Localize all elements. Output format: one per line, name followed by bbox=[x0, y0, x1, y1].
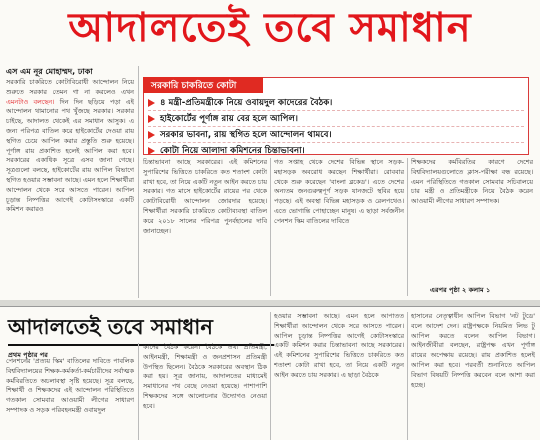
bullet-arrow-icon bbox=[148, 131, 155, 139]
continuation-column-1: পেনশনের 'প্রত্যয় স্কিম' বাতিলের দাবিতে পাবলিক বিশ্ববিদ্যালয়ের শিক্ষক-কর্মকর্তা-কর্মচারীদের সর্বাত্মক কর্মবিরতিতে অচলাবস্থা সৃষ্টি হয়েছে। সূত্র বলছে, শিক্ষার্থী ও শিক্ষকদের এই আন্দোলন পরিস্থিতিতে গতকাল সোমবার আওয়ামী লীগের সাধারণ সম্পাদক ও সড়ক পরিবহনমন্ত্রী ওবায়দুল bbox=[6, 357, 134, 414]
byline: এস এম নূর মোহাম্মদ, ঢাকা bbox=[6, 67, 93, 76]
quota-box-item-text: সরকার ভাবনা, রায় স্থগিত হলে আন্দোলন থামবে। bbox=[160, 130, 332, 140]
column-divider bbox=[270, 312, 271, 440]
column-divider bbox=[407, 158, 408, 296]
bullet-arrow-icon bbox=[148, 147, 155, 155]
lead-text-b: দিন দিন ছড়িয়ে পড়া এই আন্দোলন থামানোর পথ খুঁজছে সরকার। সরকার চাইছে, আদালত থেকেই এর সমাধান আসুক। এ জন্য পরিপত্র বাতিল করে হাইকোর্টের দেওয়া রায় স্থগিত চেয়ে আপিল করার প্রস্তুতি শুরু হয়েছে। পূর্ণাঙ্গ রায় প্রকাশিত হলেই আপিল করা হবে। সরকারের একাধিক সূত্রে এসব জানা গেছে। সূত্রগুলো বলছে, হাইকোর্টের রায় আপিল বিভাগে স্থগিত হওয়ার সম্ভাবনা আছে। এমন হলে শিক্ষার্থীরা আন্দোলন থেকে সরে আসতে পারেন। আপিল চূড়ান্ত নিষ্পত্তির আগেই কোটাসংস্কারে একটি কমিশন করারও bbox=[6, 97, 134, 214]
quota-box-item bbox=[148, 144, 524, 158]
quota-box-item bbox=[148, 128, 524, 143]
continuation-column-2: কাদের বৈঠক করেন। বৈঠকে তথ্য প্রতিমন্ত্রী, আইনমন্ত্রী, শিক্ষামন্ত্রী ও জনপ্রশাসন প্রতিমন্ত্রী উপস্থিত ছিলেন। বৈঠকে সরকারের অবস্থান ঠিক করা হয়। সূত্র জানায়, আদালতের মাধ্যমেই সমাধানের পথ বেছে নেওয়া হয়েছে। পাশাপাশি শিক্ষকদের সঙ্গে আলোচনার উদ্যোগও নেওয়া হবে। bbox=[143, 343, 267, 410]
quota-box-item bbox=[148, 96, 524, 111]
bullet-arrow-icon bbox=[148, 99, 155, 107]
article-column-4: শিক্ষকদের কর্মবিরতির কারণে দেশের বিশ্ববিদ্যালয়গুলোতে ক্লাস-পরীক্ষা বন্ধ রয়েছে। এমন পরিস্থিতিতে গতকাল সোমবার সচিবালয়ে চার মন্ত্রী ও প্রতিমন্ত্রীকে নিয়ে বৈঠক করেন আওয়ামী লীগের সাধারণ সম্পাদক। bbox=[411, 158, 533, 206]
quota-box-items bbox=[148, 96, 524, 159]
article-column-2: চিন্তাভাবনা আছে সরকারের। এই কমিশনের সুপারিশের ভিত্তিতে চাকরিতে কত শতাংশ কোটা রাখা হবে, তা নিয়ে একটি নতুন আইন করতে চায় সরকার। গত মাসে হাইকোর্টের রায়ের পর থেকে কোটাবিরোধী আন্দোলন জোরদার হয়েছে। শিক্ষার্থীরা সরকারি চাকরিতে কোটাব্যবস্থা বাতিল করে ২০১৮ সালের পরিপত্র পুনর্বহালের দাবি জানাচ্ছেন। bbox=[143, 158, 267, 235]
continuation-column-3: হওয়ার সম্ভাবনা আছে। এমন হলে আপাতত শিক্ষার্থীরা আন্দোলন থেকে সরে আসতে পারেন। আপিল চূড়ান্ত নিষ্পত্তির আগেই কোটাসংস্কারে একটি কমিশন করার চিন্তাভাবনা আছে সরকারের। এই কমিশনের সুপারিশের ভিত্তিতে চাকরিতে কত শতাংশ কোটা রাখা হবে, তা নিয়ে একটি নতুন আইন করতে চায় সরকার। এ ছাড়া বৈঠকে bbox=[274, 312, 404, 379]
column-divider bbox=[407, 312, 408, 440]
page-fold-rule bbox=[0, 306, 540, 307]
bullet-arrow-icon bbox=[148, 115, 155, 123]
lead-text-highlight: এমনটাও বলছেন। bbox=[6, 97, 55, 106]
main-headline: আদালতেই তবে সমাধান bbox=[68, 4, 472, 51]
continuation-label: প্রথম পৃষ্ঠার পর bbox=[8, 351, 48, 359]
quota-box-title: সরকারি চাকরিতে কোটা bbox=[143, 77, 263, 93]
article-column-3: গত সপ্তাহ থেকে দেশের বিভিন্ন স্থানে সড়ক-মহাসড়ক অবরোধ করছেন শিক্ষার্থীরা। রোববার থেকে শুরু করেছেন 'বাংলা ব্লকেড'। এতে দেশের অন্যতম জনগুরুত্বপূর্ণ সড়ক যানজটে স্থবির হয়ে পড়ছে। এই অবস্থা বিভিন্ন মহাসড়ক ও রেলপথেও। এতে ভোগান্তি পোহাচ্ছেন মানুষ। এ ছাড়া সর্বজনীন পেনশন স্কিম বাতিলের দাবিতে bbox=[274, 158, 404, 225]
continuation-column-4: হাসানের নেতৃত্বাধীন আপিল বিভাগ 'নট টুডে' বলে আদেশ দেন। রাষ্ট্রপক্ষকে নিয়মিত লিভ টু আপিল করতে বলেন আপিল বিভাগ। আইনজীবীরা বলছেন, রাষ্ট্রপক্ষ এখন পূর্ণাঙ্গ রায়ের অপেক্ষায় রয়েছে। রায় প্রকাশিত হলেই আপিল করা হবে। পরবর্তী শুনানিতে আপিল বিভাগ বিষয়টি নিষ্পত্তি করবেন বলে আশা করা হচ্ছে। bbox=[411, 312, 535, 389]
lead-text-a: সরকারি চাকরিতে কোটাবিরোধী আন্দোলন নিয়ে শুরুতে সরকার তেমন গা না করলেও এখন bbox=[6, 78, 134, 96]
continued-page-note: এরপর পৃষ্ঠা ২ কলাম ১ bbox=[430, 286, 491, 294]
continuation-headline: আদালতেই তবে সমাধান bbox=[8, 315, 213, 339]
quota-box-item-text: কোটা নিয়ে আলাদা কমিশনের চিন্তাভাবনা। bbox=[160, 146, 305, 156]
column-divider bbox=[270, 158, 271, 296]
quota-box-item bbox=[148, 112, 524, 127]
quota-box-item-text: হাইকোর্টের পূর্ণাঙ্গ রায় বের হলে আপিল। bbox=[160, 114, 298, 124]
quota-box-item-text: ৪ মন্ত্রী-প্রতিমন্ত্রীকে নিয়ে ওবায়দুল কাদেরের বৈঠক। bbox=[160, 98, 333, 108]
column-divider bbox=[138, 66, 139, 298]
lead-column bbox=[6, 78, 134, 296]
column-divider bbox=[138, 343, 139, 440]
